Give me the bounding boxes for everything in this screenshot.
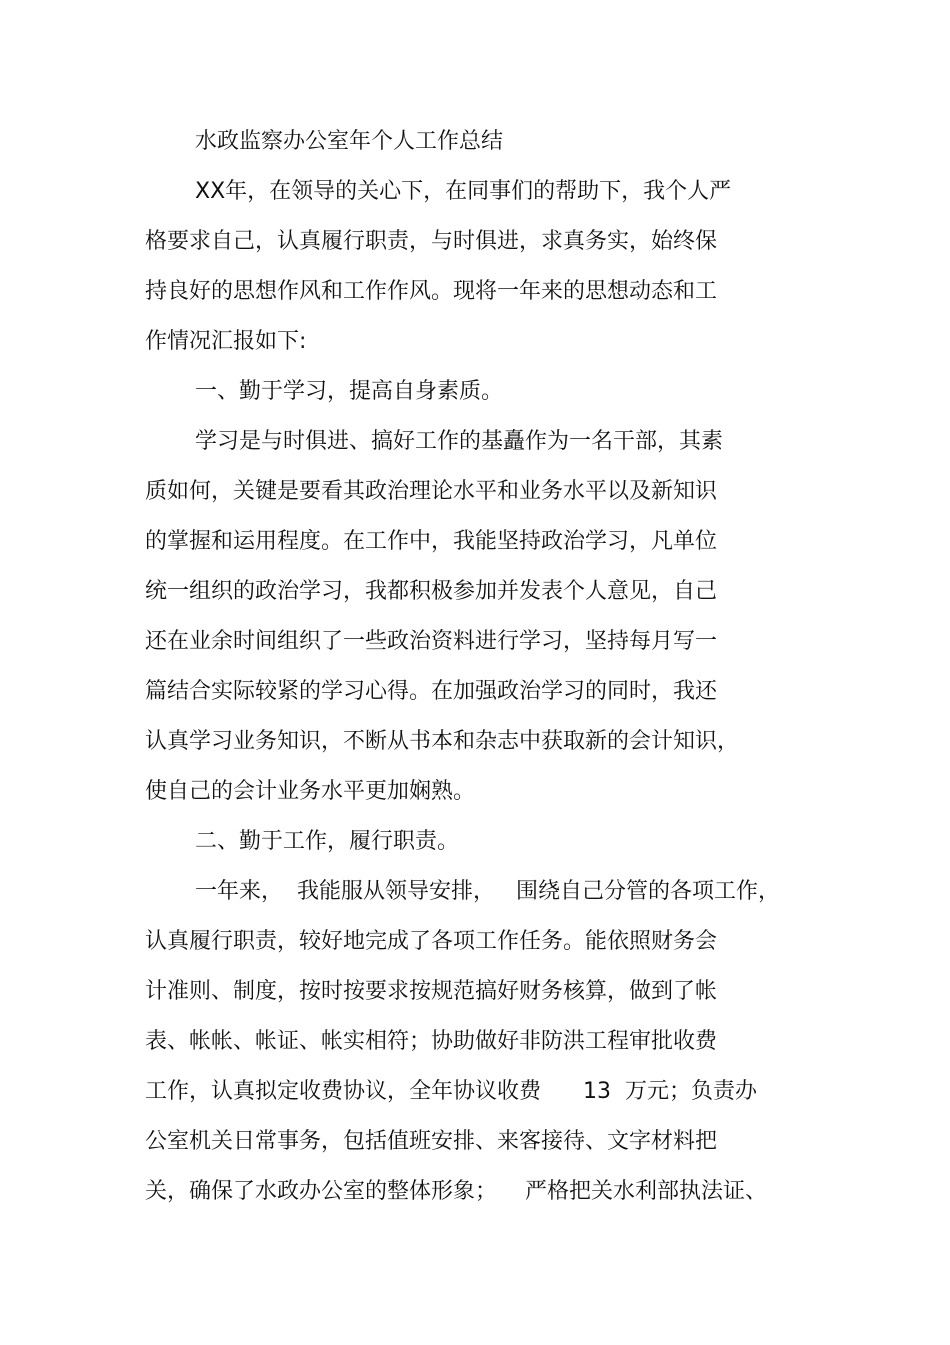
paragraph-line: 还在业余时间组织了一些政治资料进行学习，坚持每月写一 — [145, 629, 718, 654]
paragraph-line: 格要求自己，认真履行职责，与时俱进，求真务实，始终保 — [145, 229, 718, 254]
paragraph-line: 质如何，关键是要看其政治理论水平和业务水平以及新知识 — [145, 479, 718, 504]
paragraph-line: 篇结合实际较紧的学习心得。在加强政治学习的同时，我还 — [145, 679, 718, 704]
paragraph-line: 学习是与时俱进、搞好工作的基矗作为一名干部，其素 — [195, 429, 724, 454]
paragraph-line: XX年，在领导的关心下，在同事们的帮助下，我个人严 — [195, 179, 732, 204]
paragraph-line: 使自己的会计业务水平更加娴熟。 — [145, 779, 476, 804]
section-heading: 一、勤于学习，提高自身素质。 — [195, 379, 504, 404]
paragraph-line: 表、帐帐、帐证、帐实相符；协助做好非防洪工程审批收费 — [145, 1029, 718, 1054]
paragraph-line: 一年来， 我能服从领导安排， 围绕自己分管的各项工作， — [195, 879, 780, 904]
paragraph-line: 认真学习业务知识，不断从书本和杂志中获取新的会计知识， — [145, 729, 740, 754]
paragraph-line: 作情况汇报如下: — [145, 329, 307, 354]
paragraph-line: 统一组织的政治学习，我都积极参加并发表个人意见，自己 — [145, 579, 718, 604]
paragraph-line: 的掌握和运用程度。在工作中，我能坚持政治学习，凡单位 — [145, 529, 718, 554]
paragraph-line: 公室机关日常事务，包括值班安排、来客接待、文字材料把 — [145, 1129, 718, 1154]
paragraph-line: 工作，认真拟定收费协议，全年协议收费 13 万元；负责办 — [145, 1079, 757, 1104]
document-title: 水政监察办公室年个人工作总结 — [195, 129, 504, 154]
paragraph-line: 计准则、制度，按时按要求按规范搞好财务核算，做到了帐 — [145, 979, 718, 1004]
paragraph-line: 持良好的思想作风和工作作风。现将一年来的思想动态和工 — [145, 279, 718, 304]
paragraph-line: 认真履行职责，较好地完成了各项工作任务。能依照财务会 — [145, 929, 718, 954]
section-heading: 二、勤于工作，履行职责。 — [195, 829, 460, 854]
paragraph-line: 关，确保了水政办公室的整体形象； 严格把关水利部执法证、 — [145, 1179, 767, 1204]
